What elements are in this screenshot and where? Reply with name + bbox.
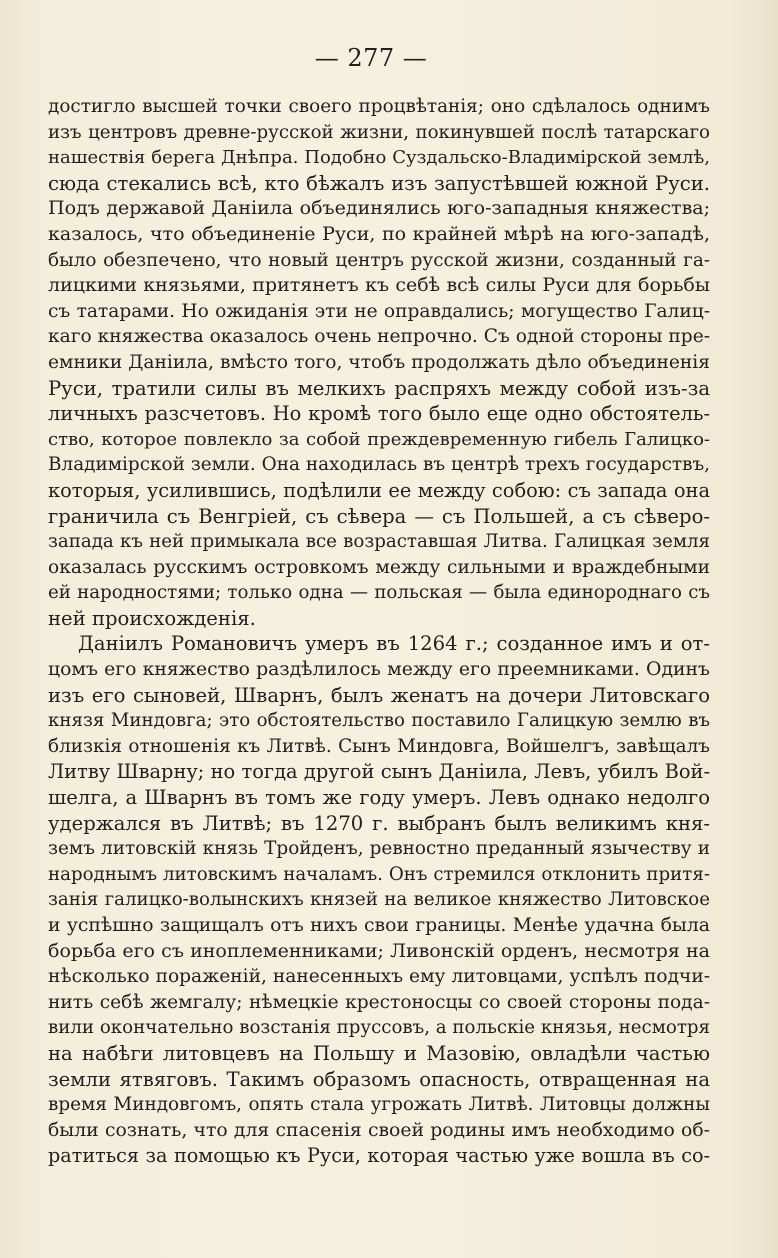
text-line: земли ятвяговъ. Такимъ образомъ опасность, отвращенная на [48, 1067, 710, 1091]
text-line: лицкими князьями, притянетъ къ себѣ всѣ силы Руси для борьбы [48, 274, 710, 297]
text-line: князя Миндовга; это обстоятельство поставило Галицкую землю въ [48, 710, 710, 732]
text-line: запада къ ней примыкала все возраставшая Литва. Галицкая земля [48, 531, 710, 553]
body-text [48, 94, 710, 1169]
text-line: земъ литовскій князь Тройденъ, ревностно преданный язычеству и [48, 838, 710, 860]
text-line: нашествія берега Днѣпра. Подобно Суздальско-Владимірской землѣ, [48, 147, 710, 169]
text-line: ей народностями; только одна — польская — была единороднаго съ [48, 582, 710, 604]
text-line: которыя, усилившись, подѣлили ее между собою: съ запада она [48, 478, 710, 502]
text-line: борьба его съ иноплеменниками; Ливонскій орденъ, несмотря на [48, 939, 710, 962]
text-line: близкія отношенія къ Литвѣ. Сынъ Миндовга, Войшелгъ, завѣщалъ [48, 735, 710, 757]
text-line: на набѣги литовцевъ на Польшу и Мазовію, овладѣли частью [48, 1041, 710, 1065]
text-line: граничила съ Венгріей, съ сѣвера — съ Польшей, а съ сѣверо- [48, 504, 710, 528]
text-line-paragraph-start: Даніилъ Романовичъ умеръ въ 1264 г.; созданное имъ и от- [78, 632, 710, 656]
text-line: ратиться за помощью къ Руси, которая частью уже вошла въ со- [48, 1144, 710, 1168]
text-line: шелга, а Шварнъ въ томъ же году умеръ. Левъ однако недолго [48, 786, 710, 810]
text-line: емники Даніила, вмѣсто того, чтобъ продолжать дѣло объединенія [48, 351, 710, 373]
text-line: личныхъ разсчетовъ. Но кромѣ того было еще одно обстоятель- [48, 402, 710, 426]
text-line: народнымъ литовскимъ началамъ. Онъ стремился отклонить притя- [48, 863, 710, 885]
text-line: ство, которое повлекло за собой преждевременную гибель Галицко- [48, 428, 710, 450]
text-line: нить себѣ жемгалу; нѣмецкіе крестоносцы со своей стороны пода- [48, 991, 710, 1013]
text-line: сюда стекались всѣ, кто бѣжалъ изъ запустѣвшей южной Руси. [48, 171, 710, 195]
text-line: достигло высшей точки своего процвѣтанія; оно сдѣлалось однимъ [48, 96, 710, 117]
text-line: занія галицко-волынскихъ князей на великое княжество Литовское [48, 889, 710, 911]
text-line: Литву Шварну; но тогда другой сынъ Даніила, Левъ, убилъ Вой- [48, 760, 710, 784]
text-line: время Миндовгомъ, опять стала угрожать Литвѣ. Литовцы должны [48, 1094, 710, 1116]
text-line: удержался въ Литвѣ; въ 1270 г. выбранъ былъ великимъ кня- [48, 811, 710, 835]
text-line: цомъ его княжество раздѣлилось между его преемниками. Одинъ [48, 659, 710, 681]
text-line: было обезпечено, что новый центръ русской жизни, созданный га- [48, 249, 710, 271]
text-line: съ татарами. Но ожиданія эти не оправдались; могущество Галиц- [48, 300, 710, 322]
text-line: каго княжества оказалось очень непрочно. Съ одной стороны пре- [48, 326, 710, 348]
text-line: Подъ державой Даніила объединялись юго-западныя княжества; [48, 197, 710, 220]
text-line: и успѣшно защищалъ отъ нихъ свои границы. Менѣе удачна была [48, 915, 710, 936]
text-line: изъ центровъ древне-русской жизни, покинувшей послѣ татарскаго [48, 121, 710, 143]
text-line: изъ его сыновей, Шварнъ, былъ женатъ на дочери Литовскаго [48, 683, 710, 707]
text-line: Руси, тратили силы въ мелкихъ распряхъ между собой изъ-за [48, 376, 710, 400]
text-line: были сознать, что для спасенія своей родины имъ необходимо об- [48, 1119, 710, 1141]
text-line: оказалась русскимъ островкомъ между сильными и враждебными [48, 556, 710, 578]
text-line: Владимірской земли. Она находилась въ центрѣ трехъ государствъ, [48, 454, 710, 476]
text-line: нѣсколько пораженій, нанесенныхъ ему литовцами, успѣлъ подчи- [48, 966, 710, 988]
text-line-paragraph-end: ней происхожденія. [48, 606, 256, 630]
page-number: — 277 — [314, 44, 428, 72]
text-line: вили окончательно возстанія пруссовъ, а польскіе князья, несмотря [48, 1017, 710, 1039]
text-line: казалось, что объединеніе Руси, по крайней мѣрѣ на юго-западѣ, [48, 222, 710, 245]
